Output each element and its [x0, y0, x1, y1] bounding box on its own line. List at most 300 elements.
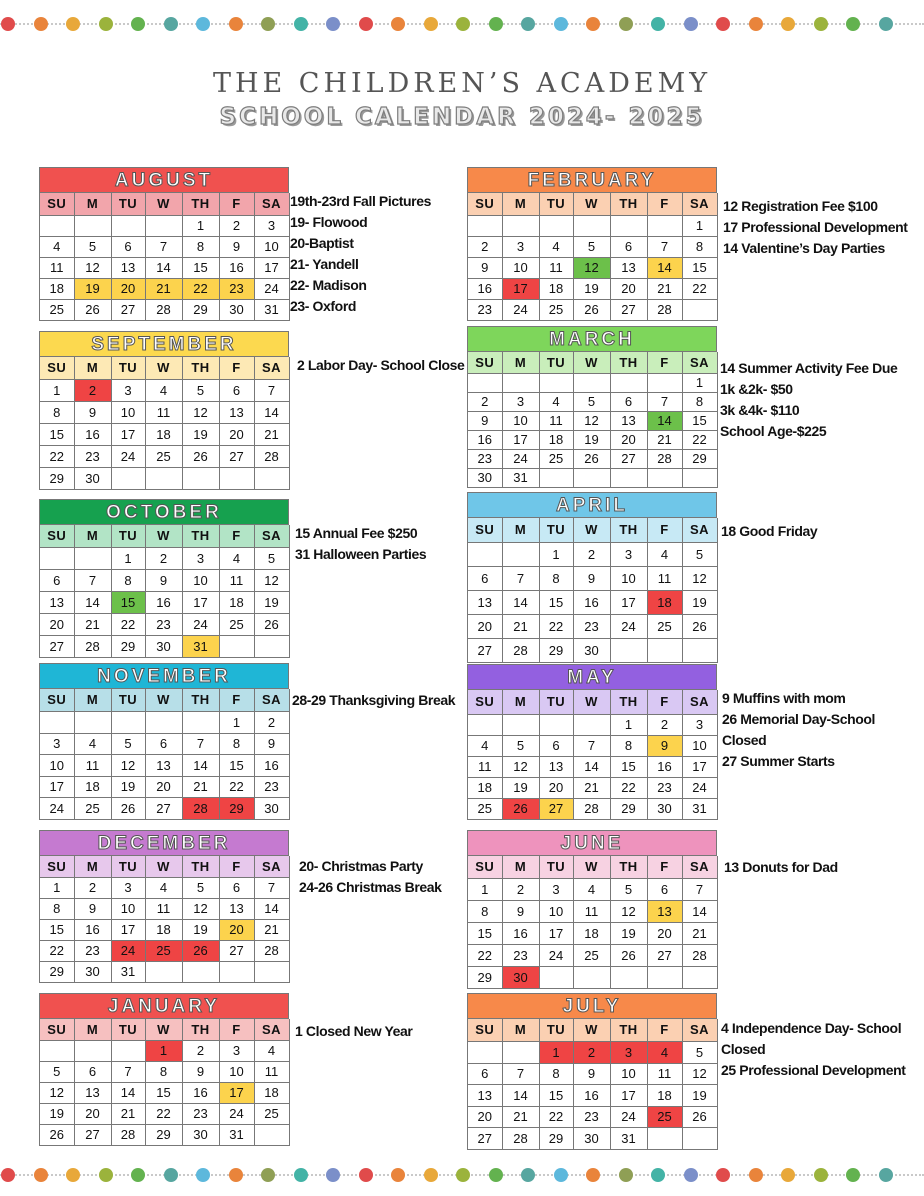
day-cell: 28 [647, 299, 682, 320]
month-grid [468, 518, 718, 663]
empty-day-cell [145, 215, 182, 236]
day-cell: 31 [610, 1127, 647, 1149]
day-cell: 16 [502, 922, 539, 944]
empty-day-cell [682, 468, 717, 487]
day-cell: 16 [182, 1082, 219, 1103]
day-cell: 10 [111, 401, 145, 423]
day-cell: 5 [573, 236, 610, 257]
day-cell: 14 [254, 898, 289, 919]
day-cell: 25 [219, 613, 254, 635]
empty-day-cell [182, 961, 219, 982]
day-cell: 21 [254, 919, 289, 940]
day-cell: 5 [573, 392, 610, 411]
week-row [40, 797, 289, 819]
empty-day-cell [40, 711, 74, 733]
empty-day-cell [610, 638, 647, 662]
day-cell: 25 [40, 299, 74, 320]
day-cell: 24 [111, 940, 145, 961]
day-cell: 13 [610, 411, 647, 430]
day-cell: 1 [40, 379, 74, 401]
month-november [39, 663, 289, 820]
day-cell: 16 [573, 590, 610, 614]
weekday-label: M [502, 690, 539, 714]
day-cell: 20 [468, 614, 502, 638]
week-row [468, 1127, 717, 1149]
day-cell: 13 [74, 1082, 111, 1103]
day-cell: 7 [502, 1063, 539, 1084]
decor-dot [586, 1168, 600, 1182]
decor-dot [879, 17, 893, 31]
weekday-label: M [74, 856, 111, 877]
weekday-label: TH [182, 856, 219, 877]
day-cell: 23 [182, 1103, 219, 1124]
weekday-label: M [502, 856, 539, 878]
decor-dot [781, 1168, 795, 1182]
day-cell: 21 [145, 278, 182, 299]
day-cell: 9 [254, 733, 289, 754]
month-name: APRIL [468, 493, 717, 518]
decor-dot [261, 1168, 275, 1182]
day-cell: 11 [647, 566, 682, 590]
day-cell: 9 [573, 566, 610, 590]
day-cell: 9 [468, 411, 502, 430]
event-note: 19th-23rd Fall Pictures [290, 193, 431, 209]
month-notes-april [721, 521, 817, 542]
month-january [39, 993, 289, 1146]
day-cell: 19 [111, 776, 145, 797]
day-cell: 24 [40, 797, 74, 819]
week-row [468, 777, 717, 798]
weekday-label: TH [182, 525, 219, 547]
weekday-label: TU [539, 856, 573, 878]
weekday-label: W [145, 1019, 182, 1040]
day-cell: 6 [610, 236, 647, 257]
weekday-label: F [219, 193, 254, 215]
day-cell: 6 [468, 566, 502, 590]
month-notes-september [297, 355, 464, 376]
weekday-label: SA [682, 856, 717, 878]
day-cell: 15 [682, 257, 717, 278]
weekday-label: TH [182, 193, 219, 215]
day-cell: 8 [40, 898, 74, 919]
weekday-label: SU [468, 1019, 502, 1041]
day-cell: 14 [502, 590, 539, 614]
month-grid [40, 357, 290, 490]
day-cell: 23 [502, 944, 539, 966]
day-cell: 13 [111, 257, 145, 278]
day-cell: 18 [145, 423, 182, 445]
weekday-label: SU [468, 856, 502, 878]
weekday-label: M [74, 357, 111, 379]
week-row [40, 613, 289, 635]
empty-day-cell [254, 467, 289, 489]
empty-day-cell [647, 215, 682, 236]
decor-dot [814, 17, 828, 31]
day-cell: 12 [182, 401, 219, 423]
weekday-label: F [219, 1019, 254, 1040]
weekday-label: M [74, 525, 111, 547]
day-cell: 28 [182, 797, 219, 819]
weekday-label: SA [682, 193, 717, 215]
day-cell: 15 [40, 423, 74, 445]
empty-day-cell [682, 299, 717, 320]
day-cell: 15 [40, 919, 74, 940]
day-cell: 8 [145, 1061, 182, 1082]
weekday-label: F [647, 518, 682, 542]
day-cell: 5 [182, 877, 219, 898]
decor-dot [879, 1168, 893, 1182]
day-cell: 26 [74, 299, 111, 320]
weekday-label: TH [182, 1019, 219, 1040]
week-row [40, 379, 289, 401]
day-cell: 27 [219, 940, 254, 961]
day-cell: 23 [468, 299, 502, 320]
day-cell: 28 [573, 798, 610, 819]
week-row [468, 966, 717, 988]
day-cell: 2 [468, 236, 502, 257]
day-cell: 10 [539, 900, 573, 922]
day-cell: 26 [573, 449, 610, 468]
week-row [468, 756, 717, 777]
decor-dot [164, 17, 178, 31]
day-cell: 7 [682, 878, 717, 900]
day-cell: 19 [74, 278, 111, 299]
empty-day-cell [573, 966, 610, 988]
day-cell: 18 [647, 1084, 682, 1106]
day-cell: 30 [74, 467, 111, 489]
day-cell: 28 [502, 1127, 539, 1149]
decor-dot [34, 1168, 48, 1182]
decor-dot [359, 1168, 373, 1182]
weekday-label: W [573, 518, 610, 542]
empty-day-cell [610, 468, 647, 487]
day-cell: 12 [74, 257, 111, 278]
decor-dot [1, 1168, 15, 1182]
week-row [468, 430, 717, 449]
day-cell: 26 [573, 299, 610, 320]
day-cell: 1 [539, 1041, 573, 1063]
day-cell: 21 [502, 1106, 539, 1127]
day-cell: 30 [573, 638, 610, 662]
day-cell: 10 [219, 1061, 254, 1082]
decor-dot [554, 1168, 568, 1182]
empty-day-cell [219, 635, 254, 657]
day-cell: 25 [647, 1106, 682, 1127]
decor-dot [521, 1168, 535, 1182]
decor-dot [781, 17, 795, 31]
event-note: 14 Summer Activity Fee Due [720, 360, 898, 376]
empty-day-cell [40, 547, 74, 569]
day-cell: 2 [219, 215, 254, 236]
weekday-label: SU [40, 525, 74, 547]
day-cell: 16 [573, 1084, 610, 1106]
weekday-label: W [573, 1019, 610, 1041]
month-may [467, 664, 717, 820]
empty-day-cell [468, 215, 502, 236]
weekday-label: F [219, 856, 254, 877]
day-cell: 6 [219, 379, 254, 401]
decor-dot [196, 17, 210, 31]
day-cell: 28 [254, 940, 289, 961]
day-cell: 22 [539, 1106, 573, 1127]
day-cell: 4 [539, 392, 573, 411]
weekday-label: TH [610, 690, 647, 714]
day-cell: 11 [219, 569, 254, 591]
day-cell: 1 [40, 877, 74, 898]
month-august [39, 167, 289, 321]
week-row [468, 566, 717, 590]
empty-day-cell [468, 542, 502, 566]
month-october [39, 499, 289, 658]
day-cell: 12 [573, 411, 610, 430]
day-cell: 19 [40, 1103, 74, 1124]
day-cell: 24 [610, 614, 647, 638]
empty-day-cell [145, 711, 182, 733]
day-cell: 10 [182, 569, 219, 591]
empty-day-cell [610, 966, 647, 988]
day-cell: 22 [219, 776, 254, 797]
day-cell: 16 [468, 278, 502, 299]
weekday-label: W [145, 689, 182, 711]
day-cell: 31 [502, 468, 539, 487]
empty-day-cell [254, 961, 289, 982]
day-cell: 29 [610, 798, 647, 819]
weekday-label: SU [40, 856, 74, 877]
day-cell: 14 [682, 900, 717, 922]
day-cell: 28 [682, 944, 717, 966]
day-cell: 5 [254, 547, 289, 569]
day-cell: 31 [254, 299, 289, 320]
decor-dot [391, 1168, 405, 1182]
weekday-label: TH [182, 357, 219, 379]
day-cell: 2 [573, 542, 610, 566]
day-cell: 27 [468, 638, 502, 662]
empty-day-cell [502, 1041, 539, 1063]
day-cell: 27 [40, 635, 74, 657]
day-cell: 30 [145, 635, 182, 657]
day-cell: 22 [40, 445, 74, 467]
empty-day-cell [74, 1040, 111, 1061]
empty-day-cell [610, 373, 647, 392]
decor-dot [229, 1168, 243, 1182]
day-cell: 18 [539, 430, 573, 449]
day-cell: 14 [111, 1082, 145, 1103]
day-cell: 24 [502, 299, 539, 320]
month-grid [468, 193, 718, 321]
week-row [468, 735, 717, 756]
day-cell: 3 [182, 547, 219, 569]
weekday-label: F [219, 525, 254, 547]
weekday-label: W [145, 856, 182, 877]
day-cell: 6 [40, 569, 74, 591]
day-cell: 19 [682, 1084, 717, 1106]
week-row [40, 1082, 289, 1103]
day-cell: 25 [145, 940, 182, 961]
day-cell: 27 [74, 1124, 111, 1145]
day-cell: 28 [647, 449, 682, 468]
month-notes-february [723, 196, 908, 259]
weekday-label: TH [610, 518, 647, 542]
week-row [40, 257, 289, 278]
day-cell: 23 [573, 1106, 610, 1127]
week-row [468, 1041, 717, 1063]
day-cell: 29 [539, 638, 573, 662]
week-row [40, 635, 289, 657]
weekday-label: TU [539, 518, 573, 542]
day-cell: 17 [610, 590, 647, 614]
month-name: OCTOBER [40, 500, 289, 525]
day-cell: 13 [219, 401, 254, 423]
day-cell: 6 [647, 878, 682, 900]
week-row [40, 919, 289, 940]
day-cell: 2 [182, 1040, 219, 1061]
day-cell: 27 [647, 944, 682, 966]
week-row [40, 236, 289, 257]
month-july [467, 993, 717, 1150]
empty-day-cell [74, 711, 111, 733]
empty-day-cell [610, 215, 647, 236]
day-cell: 3 [111, 379, 145, 401]
month-february [467, 167, 717, 321]
decor-dot [716, 1168, 730, 1182]
weekday-label: TU [111, 856, 145, 877]
week-row [468, 449, 717, 468]
day-cell: 14 [74, 591, 111, 613]
empty-day-cell [573, 468, 610, 487]
day-cell: 7 [502, 566, 539, 590]
weekday-label: M [502, 352, 539, 373]
month-name: JUNE [468, 831, 717, 856]
day-cell: 4 [254, 1040, 289, 1061]
month-name: FEBRUARY [468, 168, 717, 193]
day-cell: 18 [468, 777, 502, 798]
week-row [468, 373, 717, 392]
month-march [467, 326, 717, 488]
weekday-label: TH [610, 193, 647, 215]
day-cell: 17 [40, 776, 74, 797]
day-cell: 28 [74, 635, 111, 657]
day-cell: 9 [219, 236, 254, 257]
day-cell: 6 [74, 1061, 111, 1082]
month-notes-january [295, 1021, 412, 1042]
day-cell: 4 [573, 878, 610, 900]
week-row [40, 877, 289, 898]
day-cell: 2 [573, 1041, 610, 1063]
day-cell: 28 [502, 638, 539, 662]
empty-day-cell [182, 711, 219, 733]
week-row [468, 1084, 717, 1106]
day-cell: 21 [573, 777, 610, 798]
week-row [40, 423, 289, 445]
day-cell: 21 [647, 278, 682, 299]
day-cell: 28 [145, 299, 182, 320]
day-cell: 30 [647, 798, 682, 819]
day-cell: 21 [502, 614, 539, 638]
empty-day-cell [647, 1127, 682, 1149]
day-cell: 11 [74, 754, 111, 776]
day-cell: 3 [502, 392, 539, 411]
day-cell: 29 [40, 467, 74, 489]
day-cell: 4 [145, 877, 182, 898]
week-row [468, 798, 717, 819]
day-cell: 24 [182, 613, 219, 635]
decor-dot [66, 1168, 80, 1182]
day-cell: 22 [539, 614, 573, 638]
week-row [40, 733, 289, 754]
event-note: 12 Registration Fee $100 [723, 198, 878, 214]
event-note: 19- Flowood [290, 214, 368, 230]
day-cell: 1 [539, 542, 573, 566]
day-cell: 20 [111, 278, 145, 299]
week-row [468, 468, 717, 487]
weekday-label: M [74, 689, 111, 711]
month-notes-august [290, 191, 431, 317]
day-cell: 10 [254, 236, 289, 257]
weekday-label: SU [40, 357, 74, 379]
weekday-label: W [573, 690, 610, 714]
day-cell: 25 [647, 614, 682, 638]
week-row [40, 1061, 289, 1082]
week-row [468, 542, 717, 566]
day-cell: 23 [74, 940, 111, 961]
empty-day-cell [74, 547, 111, 569]
month-notes-november [292, 690, 455, 711]
empty-day-cell [539, 468, 573, 487]
month-april [467, 492, 717, 663]
day-cell: 19 [682, 590, 717, 614]
week-row [468, 215, 717, 236]
month-grid [40, 193, 290, 321]
empty-day-cell [40, 1040, 74, 1061]
empty-day-cell [647, 373, 682, 392]
week-row [468, 257, 717, 278]
month-notes-june [724, 857, 838, 878]
month-notes-december [299, 856, 442, 898]
weekday-label: SA [682, 1019, 717, 1041]
day-cell: 21 [647, 430, 682, 449]
day-cell: 22 [610, 777, 647, 798]
day-cell: 29 [219, 797, 254, 819]
event-note: 20- Christmas Party [299, 858, 423, 874]
empty-day-cell [40, 215, 74, 236]
decor-dot [164, 1168, 178, 1182]
day-cell: 24 [539, 944, 573, 966]
day-cell: 17 [539, 922, 573, 944]
day-cell: 18 [40, 278, 74, 299]
event-note: 23- Oxford [290, 298, 357, 314]
day-cell: 10 [40, 754, 74, 776]
empty-day-cell [647, 638, 682, 662]
month-notes-july [721, 1018, 906, 1081]
day-cell: 8 [219, 733, 254, 754]
day-cell: 29 [182, 299, 219, 320]
day-cell: 14 [647, 411, 682, 430]
decor-dot [651, 1168, 665, 1182]
day-cell: 14 [502, 1084, 539, 1106]
weekday-label: TU [539, 690, 573, 714]
day-cell: 2 [145, 547, 182, 569]
week-row [40, 754, 289, 776]
week-row [40, 1103, 289, 1124]
day-cell: 4 [219, 547, 254, 569]
day-cell: 9 [74, 401, 111, 423]
day-cell: 21 [682, 922, 717, 944]
day-cell: 3 [219, 1040, 254, 1061]
weekday-label: SU [40, 689, 74, 711]
day-cell: 4 [468, 735, 502, 756]
day-cell: 24 [502, 449, 539, 468]
weekday-label: M [502, 193, 539, 215]
